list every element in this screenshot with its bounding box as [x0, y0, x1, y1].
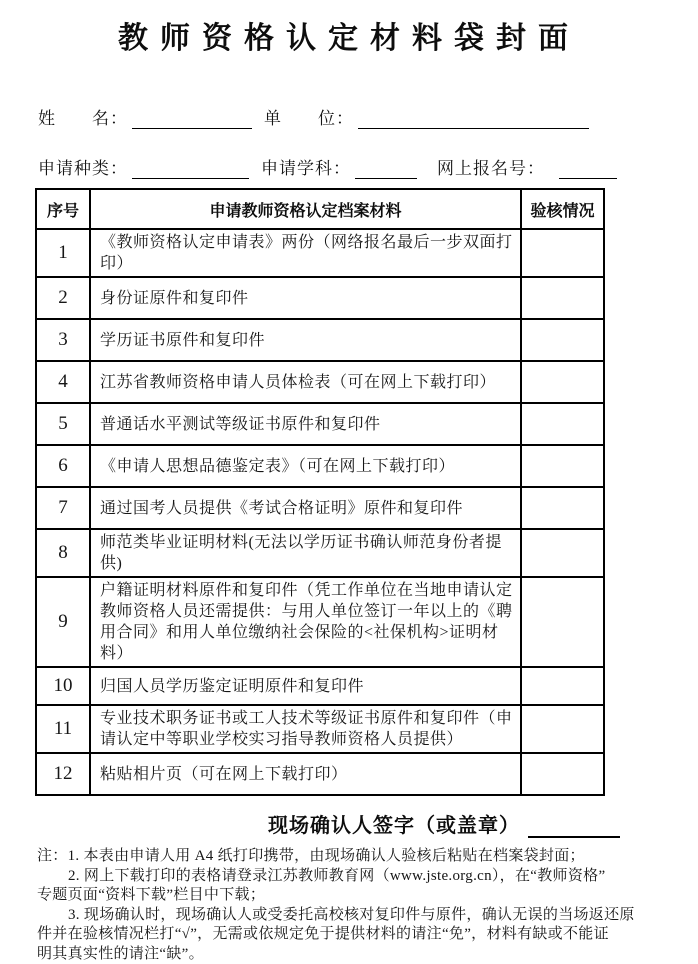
row-status — [521, 361, 604, 403]
field-row-name-unit — [38, 104, 698, 129]
row-number: 1 — [36, 229, 90, 277]
table-row — [36, 445, 604, 487]
table-row — [36, 529, 604, 577]
note-line: 专题页面“资料下载”栏目中下载； — [37, 886, 668, 906]
row-status — [521, 667, 604, 705]
note-line: 2. 网上下载打印的表格请登录江苏教师教育网（www.jste.org.cn），在“教师资格” — [37, 867, 668, 887]
row-status — [521, 445, 604, 487]
col-header-material: 申请教师资格认定档案材料 — [90, 189, 521, 229]
apply-type-field — [132, 160, 249, 179]
col-header-number: 序号 — [36, 189, 90, 229]
name-label: 姓 名： — [38, 104, 128, 129]
row-material: 江苏省教师资格申请人员体检表（可在网上下载打印） — [90, 361, 521, 403]
note-line: 3. 现场确认时，现场确认人或受委托高校核对复印件与原件，确认无误的当场返还原 — [37, 906, 668, 926]
table-row — [36, 705, 604, 753]
online-regno-label: 网上报名号： — [437, 154, 545, 179]
row-status — [521, 277, 604, 319]
name-field — [132, 110, 252, 129]
table-row — [36, 277, 604, 319]
signature-label: 现场确认人签字（或盖章） — [268, 809, 520, 838]
applicant-fields — [0, 104, 698, 179]
row-number: 4 — [36, 361, 90, 403]
unit-field — [358, 110, 589, 129]
row-status — [521, 753, 604, 795]
row-material: 师范类毕业证明材料(无法以学历证书确认师范身份者提供) — [90, 529, 521, 577]
table-row — [36, 403, 604, 445]
row-number: 7 — [36, 487, 90, 529]
table-row — [36, 319, 604, 361]
table-row — [36, 361, 604, 403]
note-line: 明其真实性的请注“缺”。 — [37, 945, 668, 964]
unit-label: 单 位： — [264, 104, 354, 129]
row-material: 《申请人思想品德鉴定表》（可在网上下载打印） — [90, 445, 521, 487]
row-number: 12 — [36, 753, 90, 795]
apply-type-label: 申请种类： — [38, 154, 128, 179]
row-material: 归国人员学历鉴定证明原件和复印件 — [90, 667, 521, 705]
row-material: 通过国考人员提供《考试合格证明》原件和复印件 — [90, 487, 521, 529]
row-material: 《教师资格认定申请表》两份（网络报名最后一步双面打印） — [90, 229, 521, 277]
online-regno-field — [559, 160, 617, 179]
row-status — [521, 319, 604, 361]
note-line: 注：1. 本表由申请人用 A4 纸打印携带，由现场确认人验核后粘贴在档案袋封面； — [37, 847, 668, 867]
row-number: 10 — [36, 667, 90, 705]
row-status — [521, 487, 604, 529]
row-status — [521, 529, 604, 577]
row-material: 粘贴相片页（可在网上下载打印） — [90, 753, 521, 795]
row-number: 9 — [36, 577, 90, 667]
apply-subject-label: 申请学科： — [261, 154, 351, 179]
page-title: 教师资格认定材料袋封面 — [0, 0, 698, 57]
row-number: 5 — [36, 403, 90, 445]
row-number: 6 — [36, 445, 90, 487]
materials-table — [35, 188, 605, 796]
row-number: 8 — [36, 529, 90, 577]
table-row — [36, 753, 604, 795]
table-row — [36, 667, 604, 705]
row-status — [521, 229, 604, 277]
table-header-row — [36, 189, 604, 229]
row-status — [521, 403, 604, 445]
row-material: 专业技术职务证书或工人技术等级证书原件和复印件（申请认定中等职业学校实习指导教师资格人员提供） — [90, 705, 521, 753]
row-status — [521, 577, 604, 667]
confirmer-signature — [0, 809, 698, 838]
table-row — [36, 577, 604, 667]
table-row — [36, 229, 604, 277]
row-number: 2 — [36, 277, 90, 319]
row-number: 3 — [36, 319, 90, 361]
footnotes — [37, 847, 668, 964]
row-status — [521, 705, 604, 753]
row-material: 身份证原件和复印件 — [90, 277, 521, 319]
col-header-status: 验核情况 — [521, 189, 604, 229]
row-material: 学历证书原件和复印件 — [90, 319, 521, 361]
apply-subject-field — [355, 160, 417, 179]
row-material: 户籍证明材料原件和复印件（凭工作单位在当地申请认定教师资格人员还需提供：与用人单位签订一年以上的《聘用合同》和用人单位缴纳社会保险的<社保机构>证明材料） — [90, 577, 521, 667]
note-line: 件并在验核情况栏打“√”，无需或依规定免于提供材料的请注“免”，材料有缺或不能证 — [37, 925, 668, 945]
table-row — [36, 487, 604, 529]
row-material: 普通话水平测试等级证书原件和复印件 — [90, 403, 521, 445]
row-number: 11 — [36, 705, 90, 753]
field-row-type-subject-regno — [38, 154, 698, 179]
signature-field — [528, 816, 620, 838]
